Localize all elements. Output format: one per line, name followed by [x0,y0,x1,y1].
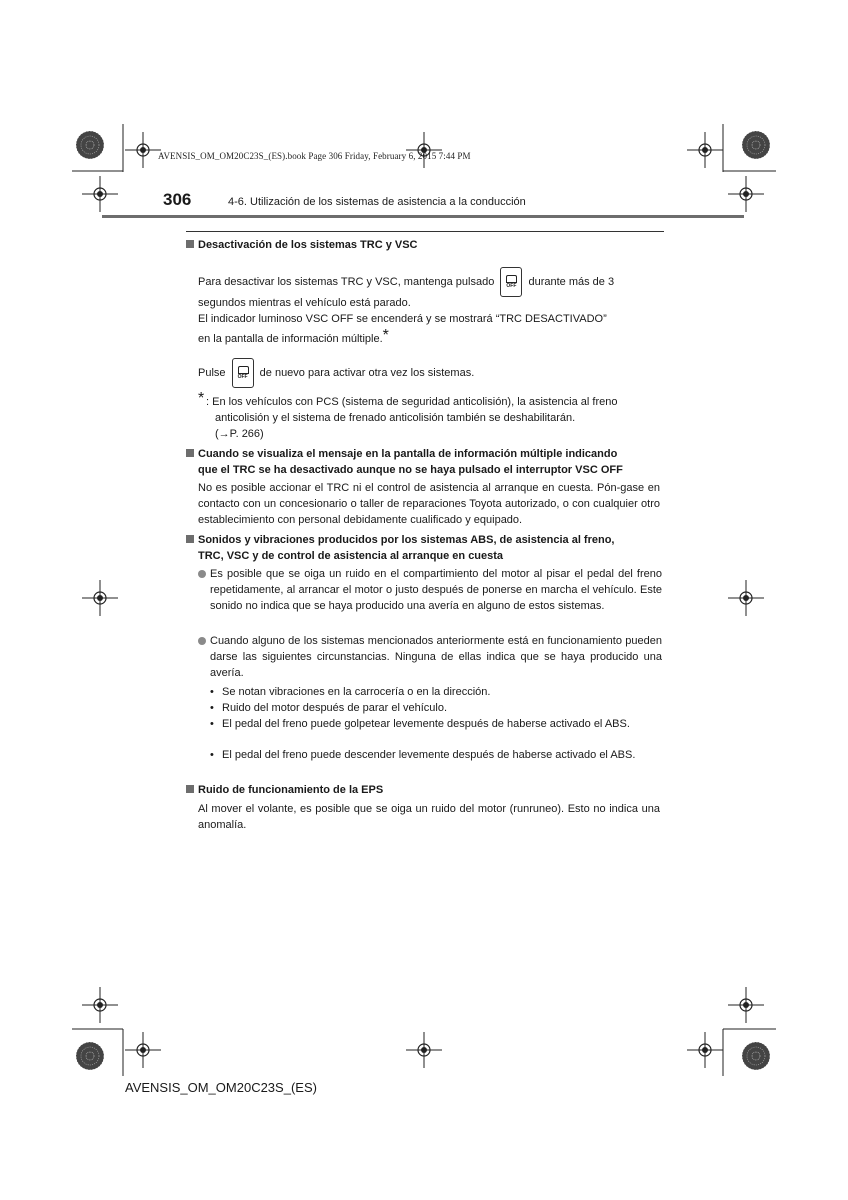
section-heading: 4-6. Utilización de los sistemas de asistencia a la conducción [228,196,526,208]
heading-sounds-vibrations [186,532,664,548]
sub-bullet-item [210,700,662,716]
bullet-marker: • [210,749,214,761]
sub-bullet-text: Ruido del motor después de parar el vehículo. [222,702,448,714]
heading-text: Ruido de funcionamiento de la EPS [198,784,384,796]
page-number: 306 [163,190,192,209]
footnote-marker: * [198,390,205,407]
content-rule [186,231,664,232]
heading-eps-noise [186,782,664,798]
text: Pulse [198,367,226,379]
heading-text-cont: que el TRC se ha desactivado aunque no se haya pulsado el interruptor VSC OFF [198,464,623,476]
heading-text-cont: TRC, VSC y de control de asistencia al arranque en cuesta [198,550,504,562]
text: Para desactivar los sistemas TRC y VSC, mantenga pulsado [198,276,495,288]
square-bullet-icon [186,535,194,543]
heading-text: Cuando se visualiza el mensaje en la pantalla de información múltiple indicando [198,448,618,460]
text: de nuevo para activar otra vez los sistemas. [259,367,475,379]
paragraph-eps: Al mover el volante, es posible que se oiga un ruido del motor (runruneo). Esto no indica una anomalía. [198,803,660,831]
text: en la pantalla de información múltiple. [198,333,383,345]
bullet-text: Cuando alguno de los sistemas mencionados anteriormente está en funcionamiento pueden darse las siguientes circunstancias. Ninguna de ellas indica que se haya producido una avería. [210,635,662,679]
header-rule [102,215,744,218]
sub-bullet-text: Se notan vibraciones en la carrocería o en la dirección. [222,686,491,698]
circle-bullet-icon [198,570,206,578]
bullet-marker: • [210,718,214,730]
square-bullet-icon [186,449,194,457]
footer-book-id: AVENSIS_OM_OM20C23S_(ES) [125,1080,317,1095]
bullet-item [198,566,662,614]
text: durante más de 3 [528,276,615,288]
sub-bullet-text: El pedal del freno puede descender levemente después de haberse activado el ABS. [222,749,636,761]
heading-text: Desactivación de los sistemas TRC y VSC [198,239,418,251]
vsc-off-button-icon: OFF [232,358,254,388]
heading-trc-vsc-off [186,237,664,253]
page-reference-link[interactable]: (→P. 266) [215,428,264,440]
print-info-line: AVENSIS_OM_OM20C23S_(ES).book Page 306 Friday, February 6, 2015 7:44 PM [158,151,471,161]
footnote-line: anticolisión y el sistema de frenado anticolisión también se deshabilitarán. [215,412,576,424]
heading-trc-message [186,446,664,462]
sub-bullet-item [210,684,662,700]
paragraph-contact-dealer: No es posible accionar el TRC ni el control de asistencia al arranque en cuesta. Pón-gase en contacto con un concesionario o taller de reparaciones Toyota autorizado, o con cualquier otro establecimiento con personal debidamente cualificado y equipado. [198,482,660,526]
square-bullet-icon [186,785,194,793]
footnote-pcs [206,394,666,442]
paragraph-deactivate-cont: segundos mientras el vehículo está parado. [198,297,411,309]
bullet-marker: • [210,686,214,698]
bullet-marker: • [210,702,214,714]
vsc-off-button-icon: OFF [500,267,522,297]
footnote-line: : En los vehículos con PCS (sistema de seguridad anticolisión), la asistencia al freno [206,396,618,408]
footnote-marker: * [382,327,389,344]
bullet-item [198,633,662,681]
sub-bullet-item [210,747,662,763]
paragraph-indicator: El indicador luminoso VSC OFF se encenderá y se mostrará “TRC DESACTIVADO” [198,313,607,325]
heading-text: Sonidos y vibraciones producidos por los sistemas ABS, de asistencia al freno, [198,534,615,546]
paragraph-indicator-cont [198,328,660,347]
sub-bullet-text: El pedal del freno puede golpetear levemente después de haberse activado el ABS. [222,718,630,730]
paragraph-reactivate [198,354,660,392]
sub-bullet-item [210,716,662,732]
bullet-text: Es posible que se oiga un ruido en el compartimiento del motor al pisar el pedal del freno repetidamente, al arrancar el motor o justo después de ponerse en marcha el vehículo. Este sonido no indica que se haya producido una avería en alguno de estos sistemas. [210,568,662,612]
circle-bullet-icon [198,637,206,645]
square-bullet-icon [186,240,194,248]
